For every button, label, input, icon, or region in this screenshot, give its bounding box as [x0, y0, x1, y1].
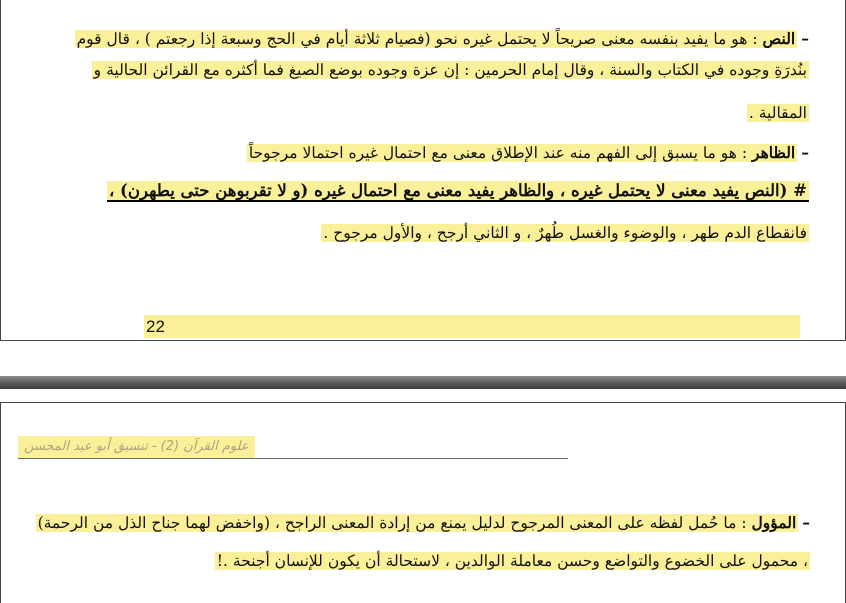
nass-text-3: المقالية . [748, 104, 807, 122]
zahir-hash-line [107, 178, 809, 203]
nass-text-2: بنُدرَةِ وجوده في الكتاب والسنة ، وقال إمام الحرمين : إن عزة وجوده بوضع الصيغ فما أكثره مع القرائن الحالية و [93, 61, 807, 79]
nass-line-1 [75, 26, 809, 51]
dash-marker: – [801, 29, 809, 48]
page-number: 22 [144, 315, 800, 338]
muawwal-text-2: ، محمول على الخضوع والتواضع وحسن معاملة الوالدين ، لاستحالة أن يكون للإنسان أجنحة .! [216, 552, 808, 570]
running-header: علوم القرآن (2) - تنسيق أبو عبد المحسن [18, 436, 255, 458]
zahir-text-3: فانقطاع الدم طهر ، والوضوء والغسل طُهرٌ ، و الثاني أرجح ، والأول مرجوح . [323, 224, 807, 242]
zahir-line-1 [247, 140, 809, 165]
zahir-text-1: : هو ما يسبق إلى الفهم منه عند الإطلاق معنى مع احتمال غيره احتمالا مرجوحاً [248, 144, 748, 162]
page-separator [0, 376, 846, 389]
dash-marker: – [801, 143, 809, 162]
muawwal-term: المؤول [751, 513, 797, 532]
muawwal-text-1: : ما حُمل لفظه على المعنى المرجوح لدليل يمنع من إرادة المعنى الراجح ، (واخفض لهما جناح الذل من الرحمة) [37, 514, 747, 532]
zahir-hash-text: # (النص يفيد معنى لا يحتمل غيره ، والظاهر يفيد معنى مع احتمال غيره (و لا تقربوهن حتى يطهرن) ، [108, 181, 807, 200]
nass-line-3 [747, 101, 809, 126]
zahir-term: الظاهر [752, 143, 796, 162]
dash-marker: – [802, 513, 810, 532]
nass-text-1: : هو ما يفيد بنفسه معنى صريحاً لا يحتمل غيره نحو (فصيام ثلاثة أيام في الحج وسبعة إذا رجعتم ) ، قال قوم [76, 30, 758, 48]
zahir-line-3 [321, 221, 809, 246]
nass-term: النص [762, 29, 796, 48]
muawwal-line-1 [36, 510, 810, 535]
header-rule [18, 458, 568, 459]
nass-line-2 [92, 58, 809, 83]
muawwal-line-2 [215, 549, 810, 574]
